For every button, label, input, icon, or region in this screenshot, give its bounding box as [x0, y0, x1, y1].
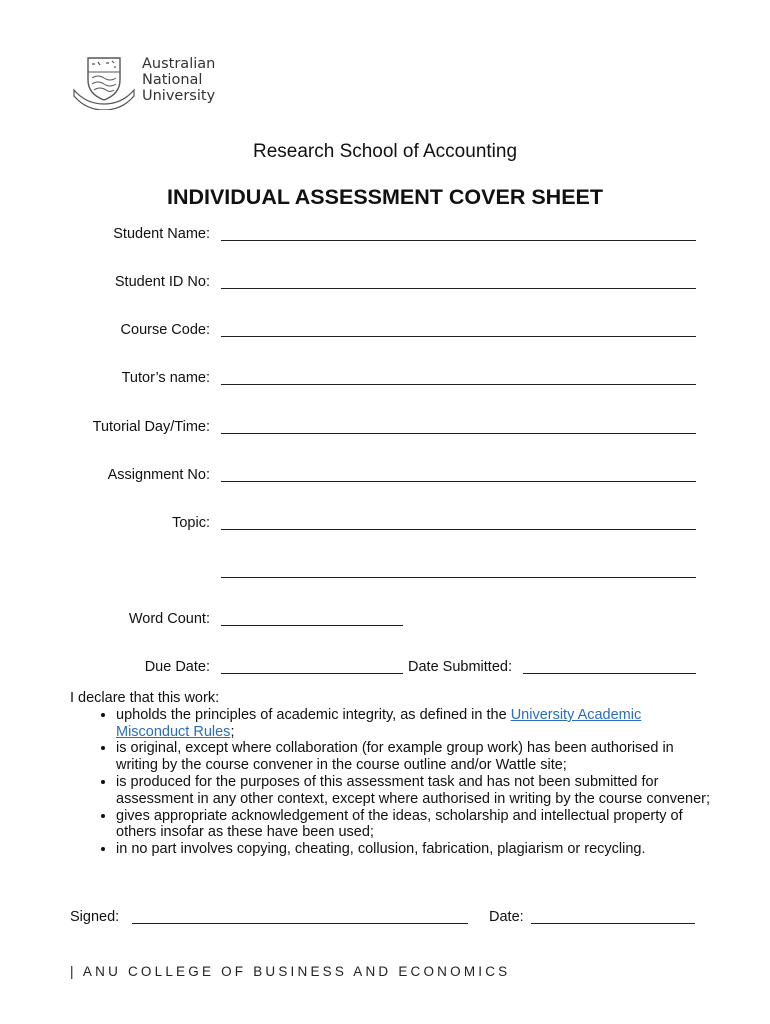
student-id-field[interactable] [221, 288, 696, 289]
tutorial-day-field[interactable] [221, 433, 696, 434]
course-code-label: Course Code: [120, 322, 210, 338]
declaration [70, 690, 710, 858]
signed-label: Signed: [70, 909, 120, 925]
word-count-label: Word Count: [128, 611, 210, 627]
signature-date-field[interactable] [531, 923, 695, 924]
misconduct-rules-link[interactable]: University Academic Misconduct Rules [116, 706, 642, 740]
topic-field-line-1[interactable] [221, 529, 696, 530]
logo-line-australian: Australian [142, 56, 216, 72]
anu-crest-icon [70, 54, 138, 110]
page-title: INDIVIDUAL ASSESSMENT COVER SHEET [166, 185, 604, 209]
assignment-no-field[interactable] [221, 481, 696, 482]
signature-field[interactable] [132, 923, 468, 924]
declaration-item-1-text: upholds the principles of academic integrity, as defined in the [116, 706, 511, 723]
student-name-field[interactable] [221, 240, 696, 241]
tutor-name-field[interactable] [221, 384, 696, 385]
date-submitted-label: Date Submitted: [408, 659, 512, 675]
footer-college: | ANU COLLEGE OF BUSINESS AND ECONOMICS [70, 964, 511, 979]
tutorial-day-label: Tutorial Day/Time: [92, 419, 210, 435]
declaration-item: • is original, except where collaboration (for example group work) has been authorised in writing by the course convener in the course outline and/or Wattle site; [116, 740, 710, 774]
word-count-field[interactable] [221, 625, 403, 626]
signature-date-label: Date: [489, 909, 524, 925]
tutor-name-label: Tutor’s name: [121, 370, 210, 386]
topic-label: Topic: [172, 515, 210, 531]
topic-field-line-2[interactable] [221, 577, 696, 578]
school-name: Research School of Accounting [252, 141, 518, 162]
declaration-list [70, 707, 710, 858]
student-name-label: Student Name: [113, 226, 210, 242]
course-code-field[interactable] [221, 336, 696, 337]
logo-line-national: National [142, 72, 203, 88]
declaration-item: • gives appropriate acknowledgement of the ideas, scholarship and intellectual property of others insofar as these have been used; [116, 808, 710, 842]
student-id-label: Student ID No: [114, 274, 210, 290]
due-date-field[interactable] [221, 673, 403, 674]
anu-logo [70, 54, 230, 110]
declaration-item: • is produced for the purposes of this assessment task and has not been submitted for assessment in any other context, except where authorised in writing by the course convener; [116, 774, 710, 808]
due-date-label: Due Date: [144, 659, 210, 675]
declaration-item-1-tail: ; [230, 723, 235, 740]
logo-line-university: University [142, 88, 216, 104]
declaration-intro: I declare that this work: [70, 690, 220, 706]
date-submitted-field[interactable] [523, 673, 696, 674]
assignment-no-label: Assignment No: [107, 467, 210, 483]
declaration-item [116, 707, 710, 741]
declaration-item: • in no part involves copying, cheating, collusion, fabrication, plagiarism or recycling. [116, 841, 710, 858]
